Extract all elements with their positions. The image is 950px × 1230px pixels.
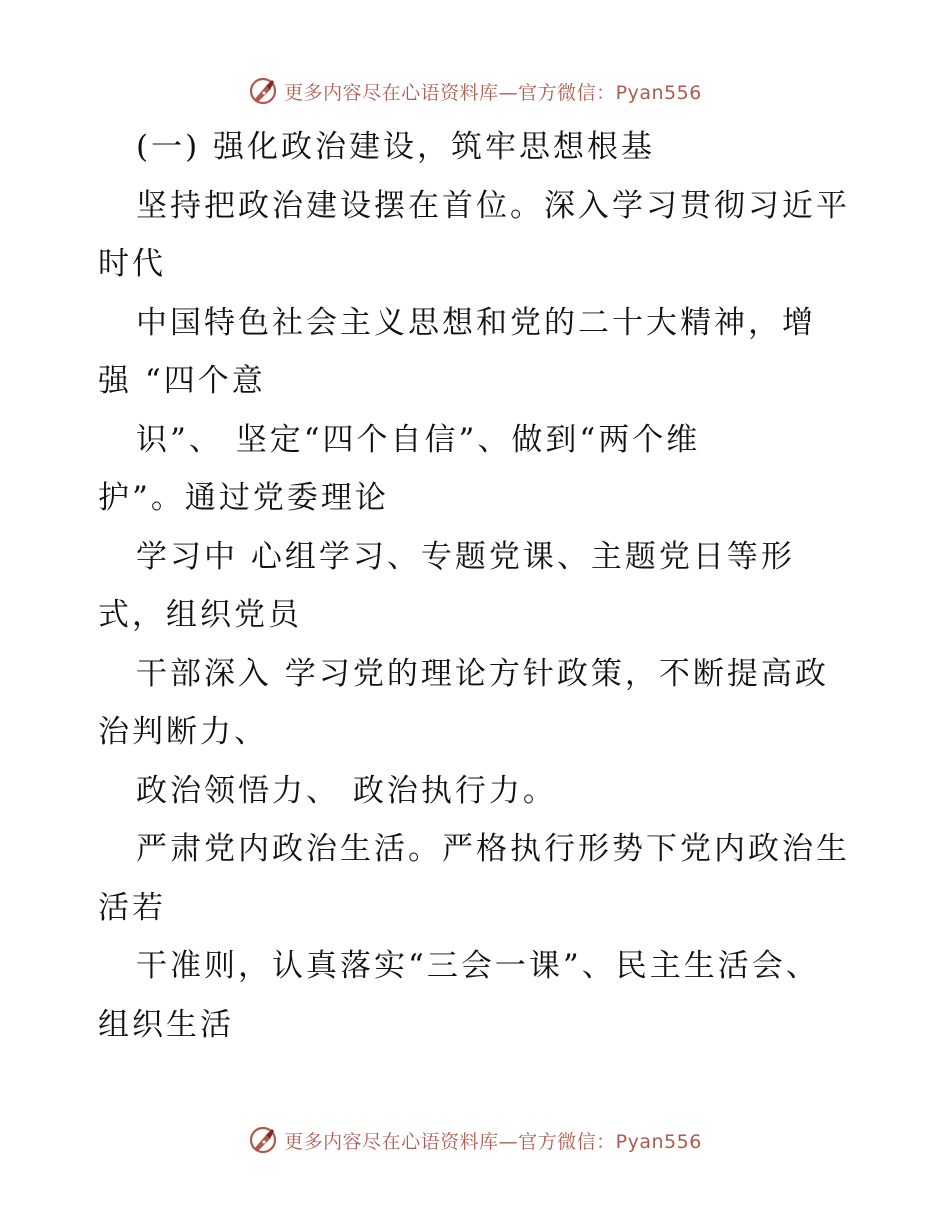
paragraph-line: 干准则，认真落实“三会一课”、民主生活会、: [136, 948, 820, 984]
paragraph-line: 治判断力、: [98, 714, 268, 750]
paragraph-line: 严肃党内政治生活。严格执行形势下党内政治生: [136, 831, 850, 867]
paragraph-line: 时代: [98, 246, 166, 282]
paragraph-line: 组织生活: [98, 1006, 234, 1043]
paragraph-line: 强 “四个意: [98, 363, 266, 399]
header-banner-text: 更多内容尽在心语资料库—官方微信：Pyan556: [284, 81, 702, 104]
paragraph-line: 坚持把政治建设摆在首位。深入学习贯彻习近平: [136, 187, 850, 224]
paragraph-line: 护”。通过党委理论: [98, 480, 389, 516]
paragraph-line: 活若: [98, 889, 166, 926]
paragraph-line: 识”、 坚定“四个自信”、做到“两个维: [136, 421, 701, 458]
footer-banner-text: 更多内容尽在心语资料库—官方微信：Pyan556: [284, 1130, 702, 1153]
pen-nib-logo-icon: [248, 76, 278, 106]
paragraph-line: 学习中 心组学习、专题党课、主题党日等形: [136, 538, 795, 575]
header-banner: [0, 71, 950, 111]
footer-banner: [0, 1120, 950, 1160]
document-body: [98, 118, 858, 1054]
paragraph-line: 干部深入 学习党的理论方针政策，不断提高政: [136, 655, 829, 692]
paragraph-line: 政治领悟力、 政治执行力。: [136, 772, 557, 809]
paragraph-line: 中国特色社会主义思想和党的二十大精神，增: [136, 304, 816, 341]
pen-nib-logo-icon: [248, 1125, 278, 1155]
paragraph-line: 式，组织党员: [98, 597, 302, 633]
section-heading: (一) 强化政治建设，筑牢思想根基: [136, 129, 656, 165]
